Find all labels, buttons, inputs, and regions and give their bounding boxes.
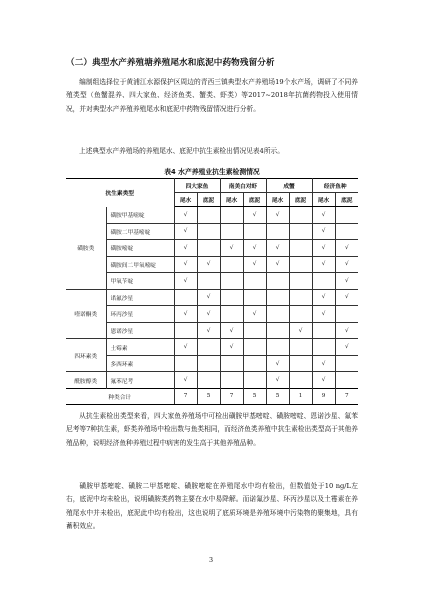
detection-mark-cell: [289, 289, 312, 306]
detection-mark-cell: [289, 372, 312, 389]
detection-mark-cell: [266, 306, 289, 323]
drug-name-cell: 磺胺嘧啶: [106, 240, 174, 257]
paragraph-table-intro-text: 上述典型水产养殖场的养殖尾水、底泥中抗生素检出情况见表4所示。: [79, 147, 284, 155]
total-count-cell: 7: [174, 388, 197, 404]
detection-mark-cell: [335, 372, 358, 389]
total-count-cell: 5: [266, 388, 289, 404]
total-count-cell: 5: [197, 388, 220, 404]
paragraph-survey-text: 编制组选择位于黄浦江水源保护区周边的青西三镇典型水产养殖场19个水产场，调研了不同养殖类型（鱼蟹混养、四大家鱼、经济鱼类、蟹类、虾类）等2017~2018年抗菌药物投入使用情况，并对典型水产养殖养殖尾水和底泥中药物残留情况进行分析。: [66, 78, 358, 113]
detection-mark-cell: √: [312, 372, 335, 389]
detection-mark-cell: √: [243, 256, 266, 273]
drug-name-cell: 磺胺二甲基嘧啶: [106, 223, 174, 240]
detection-mark-cell: [243, 289, 266, 306]
detection-mark-cell: √: [243, 207, 266, 224]
detection-mark-cell: [289, 339, 312, 356]
table-row: [66, 289, 358, 306]
detection-mark-cell: [220, 372, 243, 389]
detection-mark-cell: √: [312, 240, 335, 257]
detection-mark-cell: [220, 223, 243, 240]
paragraph-survey: [66, 76, 358, 116]
table-row: [66, 273, 358, 290]
sub-header: 尾水: [266, 193, 289, 207]
detection-mark-cell: √: [174, 240, 197, 257]
detection-mark-cell: [266, 339, 289, 356]
detection-mark-cell: √: [266, 372, 289, 389]
detection-mark-cell: [312, 273, 335, 290]
group-header: 四大家鱼: [174, 179, 220, 193]
detection-mark-cell: [335, 207, 358, 224]
detection-mark-cell: [174, 355, 197, 372]
detection-mark-cell: [220, 207, 243, 224]
group-header: 经济鱼种: [312, 179, 358, 193]
detection-mark-cell: √: [197, 322, 220, 339]
detection-mark-cell: √: [335, 322, 358, 339]
detection-mark-cell: [312, 322, 335, 339]
group-header: 南美白对虾: [220, 179, 266, 193]
detection-mark-cell: √: [335, 256, 358, 273]
detection-mark-cell: [335, 306, 358, 323]
table-row: [66, 256, 358, 273]
detection-mark-cell: √: [174, 207, 197, 224]
detection-mark-cell: [289, 273, 312, 290]
table-row: [66, 339, 358, 356]
header-antibiotic-type: 抗生素类型: [66, 179, 174, 207]
detection-mark-cell: [312, 339, 335, 356]
sub-header: 底泥: [243, 193, 266, 207]
group-header: 成蟹: [266, 179, 312, 193]
table-row: [66, 372, 358, 389]
detection-mark-cell: [243, 339, 266, 356]
table-caption: 表4 水产养殖业抗生素检测情况: [164, 168, 260, 176]
detection-mark-cell: [243, 223, 266, 240]
total-count-cell: 7: [220, 388, 243, 404]
table-row: [66, 223, 358, 240]
detection-mark-cell: [335, 223, 358, 240]
paragraph-sulfonamides-text: 磺胺甲基嘧啶、磺胺二甲基嘧啶、磺胺嘧啶在养殖尾水中均有检出，但数值处于10 ng/L左右，底泥中均未检出，说明磺胺类药物主要在水中易降解。而诺氟沙星、环丙沙星以及土霉素在养殖尾水中并未检出，底泥此中均有检出，这也说明了底质环境是养殖环境中污染物的聚集地，具有蓄积效应。: [66, 482, 358, 531]
detection-mark-cell: √: [174, 223, 197, 240]
detection-mark-cell: [266, 289, 289, 306]
totals-row: [66, 388, 358, 404]
detection-mark-cell: [197, 240, 220, 257]
detection-mark-cell: √: [266, 355, 289, 372]
detection-mark-cell: [197, 339, 220, 356]
detection-mark-cell: √: [266, 240, 289, 257]
detection-mark-cell: [197, 207, 220, 224]
detection-mark-cell: [220, 355, 243, 372]
detection-mark-cell: √: [197, 256, 220, 273]
sub-header: 底泥: [289, 193, 312, 207]
antibiotic-detection-table: [66, 178, 358, 405]
detection-mark-cell: [197, 355, 220, 372]
drug-name-cell: 甲氧苄啶: [106, 273, 174, 290]
detection-mark-cell: √: [312, 355, 335, 372]
sub-header: 尾水: [312, 193, 335, 207]
detection-mark-cell: √: [312, 256, 335, 273]
category-cell: 磺胺类: [66, 207, 106, 290]
totals-label: 种类合计: [66, 388, 174, 404]
table-row: [66, 355, 358, 372]
drug-name-cell: 磺胺间二甲氧嘧啶: [106, 256, 174, 273]
detection-mark-cell: √: [243, 240, 266, 257]
total-count-cell: 9: [312, 388, 335, 404]
detection-mark-cell: [220, 256, 243, 273]
detection-mark-cell: [243, 273, 266, 290]
detection-mark-cell: √: [174, 339, 197, 356]
detection-mark-cell: [243, 355, 266, 372]
detection-mark-cell: √: [289, 322, 312, 339]
detection-mark-cell: [174, 289, 197, 306]
detection-mark-cell: [197, 273, 220, 290]
paragraph-table-intro: [66, 145, 358, 158]
detection-mark-cell: √: [174, 256, 197, 273]
detection-mark-cell: √: [266, 207, 289, 224]
detection-mark-cell: [266, 273, 289, 290]
table-row: [66, 322, 358, 339]
detection-mark-cell: √: [220, 240, 243, 257]
detection-mark-cell: [220, 289, 243, 306]
paragraph-detection-types-text: 从抗生素检出类型来看，四大家鱼养殖场中可检出磺胺甲基嘧啶、磺胺嘧啶、恩诺沙星、氟苯尼考等7种抗生素，虾类养殖场中检出数与鱼类相同，而经济鱼类养殖中抗生素检出类型高于其他养殖品种，说明经济鱼种养殖过程中病害的发生高于其他养殖品种。: [66, 412, 358, 447]
drug-name-cell: 磺胺甲基嘧啶: [106, 207, 174, 224]
sub-header: 底泥: [197, 193, 220, 207]
drug-name-cell: 诺氟沙星: [106, 289, 174, 306]
total-count-cell: 5: [243, 388, 266, 404]
detection-mark-cell: √: [335, 289, 358, 306]
detection-mark-cell: [197, 223, 220, 240]
detection-mark-cell: √: [312, 306, 335, 323]
paragraph-detection-types: [66, 410, 358, 450]
total-count-cell: 7: [335, 388, 358, 404]
detection-mark-cell: √: [174, 306, 197, 323]
detection-mark-cell: √: [243, 306, 266, 323]
detection-mark-cell: [266, 322, 289, 339]
detection-mark-cell: [289, 306, 312, 323]
detection-mark-cell: √: [174, 273, 197, 290]
detection-mark-cell: [243, 372, 266, 389]
sub-header: 尾水: [220, 193, 243, 207]
detection-mark-cell: √: [197, 306, 220, 323]
sub-header: 尾水: [174, 193, 197, 207]
detection-mark-cell: [220, 273, 243, 290]
drug-name-cell: 恩诺沙星: [106, 322, 174, 339]
detection-mark-cell: √: [174, 372, 197, 389]
category-cell: 四环素类: [66, 339, 106, 372]
total-count-cell: 1: [289, 388, 312, 404]
detection-mark-cell: √: [335, 339, 358, 356]
detection-mark-cell: [174, 322, 197, 339]
category-cell: 酰胺醇类: [66, 372, 106, 389]
table-row: [66, 240, 358, 257]
detection-mark-cell: √: [197, 289, 220, 306]
detection-mark-cell: [197, 372, 220, 389]
section-heading: （二）典型水产养殖塘养殖尾水和底泥中药物残留分析: [66, 58, 275, 68]
table-row: [66, 306, 358, 323]
detection-mark-cell: [335, 355, 358, 372]
category-cell: 喹诺酮类: [66, 289, 106, 339]
detection-mark-cell: √: [335, 240, 358, 257]
detection-mark-cell: √: [335, 273, 358, 290]
detection-mark-cell: [289, 207, 312, 224]
detection-mark-cell: [220, 306, 243, 323]
sub-header: 底泥: [335, 193, 358, 207]
page-number: 3: [208, 556, 214, 564]
table-row: [66, 207, 358, 224]
drug-name-cell: 环丙沙星: [106, 306, 174, 323]
detection-mark-cell: √: [220, 322, 243, 339]
paragraph-sulfonamides: [66, 480, 358, 534]
detection-mark-cell: [289, 240, 312, 257]
detection-mark-cell: [289, 223, 312, 240]
detection-mark-cell: [289, 256, 312, 273]
detection-mark-cell: √: [266, 256, 289, 273]
detection-mark-cell: √: [312, 223, 335, 240]
drug-name-cell: 土霉素: [106, 339, 174, 356]
detection-mark-cell: √: [312, 207, 335, 224]
detection-mark-cell: [266, 223, 289, 240]
drug-name-cell: 多西环素: [106, 355, 174, 372]
detection-mark-cell: √: [220, 339, 243, 356]
drug-name-cell: 氟苯尼考: [106, 372, 174, 389]
detection-mark-cell: √: [312, 289, 335, 306]
detection-mark-cell: [289, 355, 312, 372]
detection-mark-cell: [243, 322, 266, 339]
